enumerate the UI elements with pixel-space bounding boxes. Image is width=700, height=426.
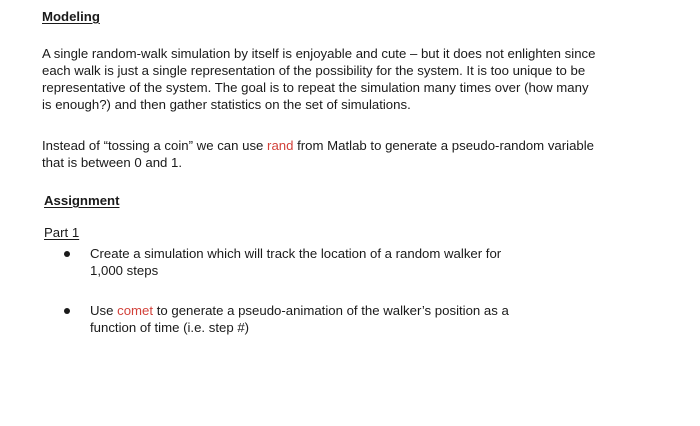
paragraph-line: A single random-walk simulation by itself is enjoyable and cute – but it does not enlighten since — [42, 46, 596, 61]
paragraph-line — [42, 137, 642, 154]
text-segment: to generate a pseudo-animation of the walker’s position as a — [153, 303, 509, 318]
bullet-text — [90, 302, 509, 336]
bullet-icon — [64, 308, 70, 314]
text-segment: Use — [90, 303, 118, 318]
bullet-text — [90, 245, 501, 279]
rand-keyword: rand — [267, 138, 294, 153]
paragraph-line: representative of the system. The goal is to repeat the simulation many times over (how many — [42, 80, 589, 95]
comet-keyword: comet — [117, 303, 154, 318]
part-1-label: Part 1 — [44, 225, 80, 240]
modeling-heading: Modeling — [42, 9, 100, 24]
bullet-line — [90, 302, 509, 319]
paragraph-line: that is between 0 and 1. — [42, 155, 183, 170]
text-segment: from Matlab to generate a pseudo-random variable — [293, 138, 595, 153]
text-segment: Instead of “tossing a coin” we can use — [42, 138, 268, 153]
bullet-line: function of time (i.e. step #) — [90, 320, 250, 335]
assignment-heading: Assignment — [44, 193, 120, 208]
paragraph-line: each walk is just a single representation of the possibility for the system. It is too unique to be — [42, 63, 586, 78]
bullet-line: Create a simulation which will track the location of a random walker for — [90, 246, 502, 261]
modeling-paragraph-1 — [42, 45, 642, 113]
bullet-line: 1,000 steps — [90, 263, 159, 278]
modeling-paragraph-2 — [42, 137, 642, 171]
paragraph-line: is enough?) and then gather statistics on the set of simulations. — [42, 97, 411, 112]
bullet-icon — [64, 251, 70, 257]
